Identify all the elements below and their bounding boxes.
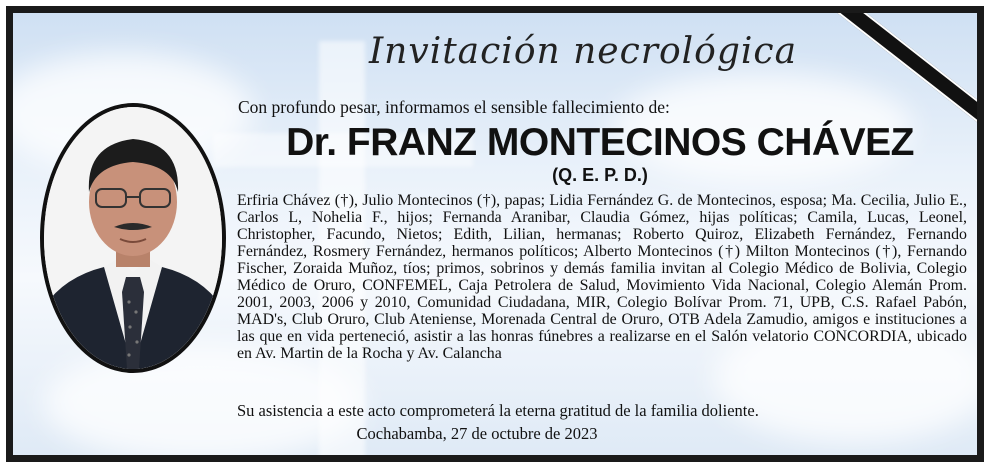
closing-line: Su asistencia a este acto comprometerá la eterna gratitud de la familia doliente. [237,401,759,420]
family-invitation-text: Erfiria Chávez (†), Julio Montecinos (†), papas; Lidia Fernández G. de Montecinos, esposa; Ma. Cecilia, Julio E., Carlos L, Nohelia F., hijos; Fernanda Aranibar, Claudia Gómez, hijas políticas; Camila, Lucas, Leonel, Christopher, Facundo, Nietos; Edith, Lilian, hermanas; Roberto Quiroz, Elizabeth Fernández, Fernando Fernández, Rosmery Fernández, hermanos políticos; Alberto Montecinos (†) Milton Montecinos (†), Fernando Fischer, Zoraida Muñoz, tíos; primos, sobrinos y demás familia invitan al Colegio Médico de Bolivia, Colegio Médico de Oruro, CONFEMEL, Caja Petrolera de Salud, Movimiento Vida Nacional, Colegio Alemán Prom. 2001, 2003, 2006 y 2010, Comunidad Ciudadana, MIR, Colegio Bolívar Prom. 71, UPB, C.S. Rafael Pabón, MAD's, Club Oruro, Club Ateniense, Morenada Central de Oruro, OTB Adela Zamudio, amigos e instituciones a las que en vida perteneció, asistir a las honras fúnebres a realizarse en el Salón velatorio CONCORDIA, ubicado en Av. Martin de la Rocha y Av. Calancha [237,192,967,362]
place-date-line: Cochabamba, 27 de octubre de 2023 [356,424,598,443]
portrait-photo [40,103,226,373]
notice-title: Invitación necrológica [368,31,798,72]
obituary-frame [6,6,984,462]
intro-line: Con profundo pesar, informamos el sensible fallecimiento de: [238,97,670,117]
deceased-name: Dr. FRANZ MONTECINOS CHÁVEZ [286,121,914,164]
rip-abbreviation: (Q. E. P. D.) [552,165,648,185]
portrait-illustration [44,107,222,369]
